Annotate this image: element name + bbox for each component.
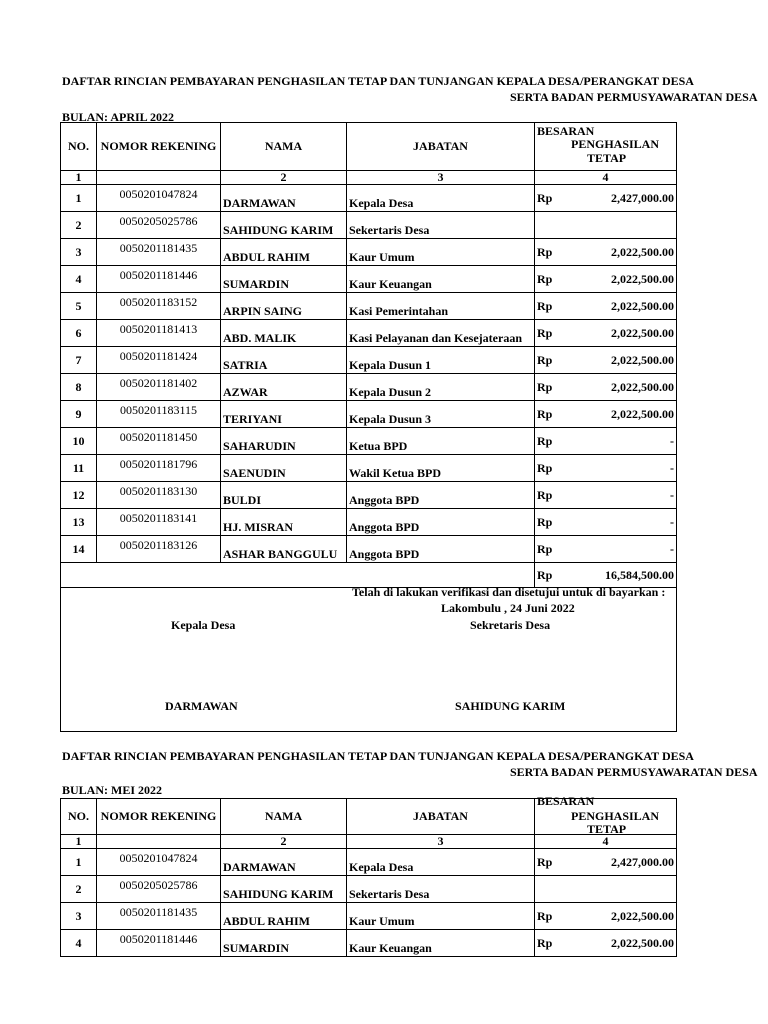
table-row — [61, 239, 677, 266]
row-currency: Rp — [537, 460, 553, 475]
row-jabatan: Kepala Desa — [347, 185, 535, 212]
row-jabatan: Kepala Dusun 3 — [347, 401, 535, 428]
row-besaran — [535, 509, 677, 536]
month-label: BULAN: APRIL 2022 — [62, 110, 175, 124]
header-besaran-mei — [535, 794, 677, 836]
header-besaran-mei-line3: TETAP — [587, 822, 627, 836]
row-currency: Rp — [537, 908, 553, 923]
table-row — [61, 428, 677, 455]
row-rekening: 0050205025786 — [97, 876, 221, 903]
row-currency: Rp — [537, 541, 553, 556]
row-no: 7 — [61, 347, 97, 374]
row-rekening: 0050201181435 — [97, 239, 221, 266]
table-row — [61, 401, 677, 428]
row-besaran — [535, 455, 677, 482]
row-currency: Rp — [537, 487, 553, 502]
row-besaran — [535, 482, 677, 509]
row-nama: SAHARUDIN — [221, 428, 347, 455]
table-row — [61, 374, 677, 401]
row-nama: ABDUL RAHIM — [221, 239, 347, 266]
row-nama: ASHAR BANGGULU — [221, 536, 347, 563]
row-jabatan: Anggota BPD — [347, 509, 535, 536]
row-amount: 2,427,000.00 — [611, 190, 674, 205]
row-nama: SAENUDIN — [221, 455, 347, 482]
row-no: 10 — [61, 428, 97, 455]
row-rekening: 0050201183152 — [97, 293, 221, 320]
row-currency: Rp — [537, 514, 553, 529]
row-nama: BULDI — [221, 482, 347, 509]
row-jabatan: Kasi Pelayanan dan Kesejateraan — [347, 320, 535, 347]
row-amount: 2,022,500.00 — [611, 271, 674, 286]
colnum-1-mei: 1 — [61, 835, 97, 849]
colnum-empty — [97, 171, 221, 185]
april-title-clip — [0, 74, 758, 114]
row-jabatan: Wakil Ketua BPD — [347, 455, 535, 482]
table-row — [61, 930, 677, 957]
april-table-body — [61, 185, 677, 563]
colnum-2-mei: 2 — [221, 835, 347, 849]
row-besaran — [535, 266, 677, 293]
row-amount: 2,022,500.00 — [611, 406, 674, 421]
row-nama: ARPIN SAING — [221, 293, 347, 320]
row-rekening: 0050205025786 — [97, 212, 221, 239]
row-besaran — [535, 930, 677, 957]
row-currency: Rp — [537, 325, 553, 340]
row-jabatan: Anggota BPD — [347, 536, 535, 563]
header-besaran-line2: PENGHASILAN — [571, 137, 660, 151]
document-title: DAFTAR RINCIAN PEMBAYARAN PENGHASILAN TETAP DAN TUNJANGAN KEPALA DESA/PERANGKAT DESA — [62, 74, 694, 88]
colnum-4: 4 — [535, 171, 677, 185]
row-jabatan: Kaur Keuangan — [347, 266, 535, 293]
row-no: 5 — [61, 293, 97, 320]
signature-box — [60, 569, 677, 732]
row-nama: AZWAR — [221, 374, 347, 401]
row-amount: 2,427,000.00 — [611, 854, 674, 869]
row-rekening: 0050201181413 — [97, 320, 221, 347]
colnum-empty-mei — [97, 835, 221, 849]
row-besaran — [535, 185, 677, 212]
row-no: 1 — [61, 849, 97, 876]
row-amount: 2,022,500.00 — [611, 244, 674, 259]
row-amount: 2,022,500.00 — [611, 908, 674, 923]
header-besaran-mei-line1: BESARAN — [537, 794, 595, 808]
header-besaran-line3: TETAP — [587, 151, 627, 165]
table-row — [61, 455, 677, 482]
row-besaran — [535, 876, 677, 903]
header-jabatan: JABATAN — [347, 123, 535, 171]
colnum-4-mei: 4 — [535, 835, 677, 849]
row-rekening: 0050201181796 — [97, 455, 221, 482]
row-nama: SATRIA — [221, 347, 347, 374]
row-no: 8 — [61, 374, 97, 401]
mei-payment-table — [60, 794, 677, 957]
row-rekening: 0050201181435 — [97, 903, 221, 930]
header-rekening-mei: NOMOR REKENING — [97, 799, 221, 835]
row-jabatan: Sekertaris Desa — [347, 212, 535, 239]
row-nama: DARMAWAN — [221, 185, 347, 212]
row-amount: - — [670, 433, 674, 448]
table-row — [61, 849, 677, 876]
colnum-2: 2 — [221, 171, 347, 185]
row-currency: Rp — [537, 379, 553, 394]
row-besaran — [535, 903, 677, 930]
row-amount: 2,022,500.00 — [611, 352, 674, 367]
row-besaran — [535, 536, 677, 563]
place-date: Lakombulu , 24 Juni 2022 — [441, 601, 575, 615]
row-currency: Rp — [537, 433, 553, 448]
row-besaran — [535, 428, 677, 455]
row-amount: 2,022,500.00 — [611, 298, 674, 313]
row-jabatan: Kaur Umum — [347, 903, 535, 930]
role-sekretaris-desa: Sekretaris Desa — [470, 618, 551, 632]
table-row — [61, 185, 677, 212]
document-subtitle-mei: SERTA BADAN PERMUSYAWARATAN DESA — [510, 765, 758, 779]
table-row — [61, 266, 677, 293]
colnum-3: 3 — [347, 171, 535, 185]
row-nama: SAHIDUNG KARIM — [221, 212, 347, 239]
month-label-mei: BULAN: MEI 2022 — [62, 783, 163, 797]
row-no: 13 — [61, 509, 97, 536]
row-nama: SUMARDIN — [221, 266, 347, 293]
total-amount: 16,584,500.00 — [605, 567, 674, 582]
row-jabatan: Kepala Dusun 2 — [347, 374, 535, 401]
mei-table-body — [61, 849, 677, 957]
row-no: 3 — [61, 903, 97, 930]
row-rekening: 0050201183126 — [97, 536, 221, 563]
row-rekening: 0050201183130 — [97, 482, 221, 509]
row-no: 9 — [61, 401, 97, 428]
row-nama: TERIYANI — [221, 401, 347, 428]
row-no: 1 — [61, 185, 97, 212]
row-nama: ABD. MALIK — [221, 320, 347, 347]
row-rekening: 0050201181402 — [97, 374, 221, 401]
row-amount: 2,022,500.00 — [611, 325, 674, 340]
row-jabatan: Sekertaris Desa — [347, 876, 535, 903]
row-currency: Rp — [537, 190, 553, 205]
row-nama: HJ. MISRAN — [221, 509, 347, 536]
row-amount: - — [670, 487, 674, 502]
row-jabatan: Ketua BPD — [347, 428, 535, 455]
row-rekening: 0050201181446 — [97, 266, 221, 293]
total-currency: Rp — [537, 567, 553, 582]
row-rekening: 0050201183141 — [97, 509, 221, 536]
row-rekening: 0050201181424 — [97, 347, 221, 374]
row-nama: ABDUL RAHIM — [221, 903, 347, 930]
row-no: 11 — [61, 455, 97, 482]
april-payment-table — [60, 122, 677, 588]
document-title-mei: DAFTAR RINCIAN PEMBAYARAN PENGHASILAN TETAP DAN TUNJANGAN KEPALA DESA/PERANGKAT DESA — [62, 749, 694, 763]
row-besaran — [535, 239, 677, 266]
row-besaran — [535, 849, 677, 876]
row-no: 4 — [61, 266, 97, 293]
row-besaran — [535, 374, 677, 401]
document-subtitle: SERTA BADAN PERMUSYAWARATAN DESA — [510, 90, 758, 104]
row-rekening: 0050201047824 — [97, 185, 221, 212]
header-no-mei: NO. — [61, 799, 97, 835]
table-row — [61, 536, 677, 563]
row-amount: - — [670, 460, 674, 475]
header-rekening: NOMOR REKENING — [97, 123, 221, 171]
table-row — [61, 903, 677, 930]
row-amount: - — [670, 514, 674, 529]
row-no: 14 — [61, 536, 97, 563]
row-jabatan: Kasi Pemerintahan — [347, 293, 535, 320]
row-currency: Rp — [537, 935, 553, 950]
header-no: NO. — [61, 123, 97, 171]
row-no: 2 — [61, 876, 97, 903]
row-besaran — [535, 401, 677, 428]
table-row — [61, 293, 677, 320]
verification-text: Telah di lakukan verifikasi dan disetujui untuk di bayarkan : — [352, 585, 666, 599]
row-besaran — [535, 320, 677, 347]
row-nama: SUMARDIN — [221, 930, 347, 957]
row-rekening: 0050201047824 — [97, 849, 221, 876]
role-kepala-desa: Kepala Desa — [171, 618, 236, 632]
row-currency: Rp — [537, 271, 553, 286]
row-nama: SAHIDUNG KARIM — [221, 876, 347, 903]
row-besaran — [535, 212, 677, 239]
header-besaran-mei-line2: PENGHASILAN — [571, 809, 660, 823]
row-no: 12 — [61, 482, 97, 509]
row-rekening: 0050201181446 — [97, 930, 221, 957]
row-jabatan: Kepala Desa — [347, 849, 535, 876]
header-jabatan-mei: JABATAN — [347, 799, 535, 835]
header-nama-mei: NAMA — [221, 799, 347, 835]
row-amount: 2,022,500.00 — [611, 379, 674, 394]
row-no: 4 — [61, 930, 97, 957]
row-no: 2 — [61, 212, 97, 239]
row-jabatan: Anggota BPD — [347, 482, 535, 509]
colnum-3-mei: 3 — [347, 835, 535, 849]
colnum-1: 1 — [61, 171, 97, 185]
table-row — [61, 509, 677, 536]
row-besaran — [535, 293, 677, 320]
row-nama: DARMAWAN — [221, 849, 347, 876]
table-row — [61, 482, 677, 509]
header-nama: NAMA — [221, 123, 347, 171]
signatory-right-name: SAHIDUNG KARIM — [455, 699, 566, 713]
row-currency: Rp — [537, 406, 553, 421]
row-jabatan: Kaur Keuangan — [347, 930, 535, 957]
table-row — [61, 876, 677, 903]
row-jabatan: Kaur Umum — [347, 239, 535, 266]
row-besaran — [535, 347, 677, 374]
row-currency: Rp — [537, 298, 553, 313]
row-rekening: 0050201183115 — [97, 401, 221, 428]
row-no: 3 — [61, 239, 97, 266]
row-no: 6 — [61, 320, 97, 347]
signatory-left-name: DARMAWAN — [165, 699, 238, 713]
row-currency: Rp — [537, 854, 553, 869]
table-row — [61, 212, 677, 239]
table-row — [61, 320, 677, 347]
row-jabatan: Kepala Dusun 1 — [347, 347, 535, 374]
header-besaran-line1: BESARAN — [537, 124, 595, 138]
table-row — [61, 347, 677, 374]
row-amount: - — [670, 541, 674, 556]
row-currency: Rp — [537, 352, 553, 367]
row-rekening: 0050201181450 — [97, 428, 221, 455]
row-amount: 2,022,500.00 — [611, 935, 674, 950]
header-besaran — [535, 123, 677, 171]
row-currency: Rp — [537, 244, 553, 259]
